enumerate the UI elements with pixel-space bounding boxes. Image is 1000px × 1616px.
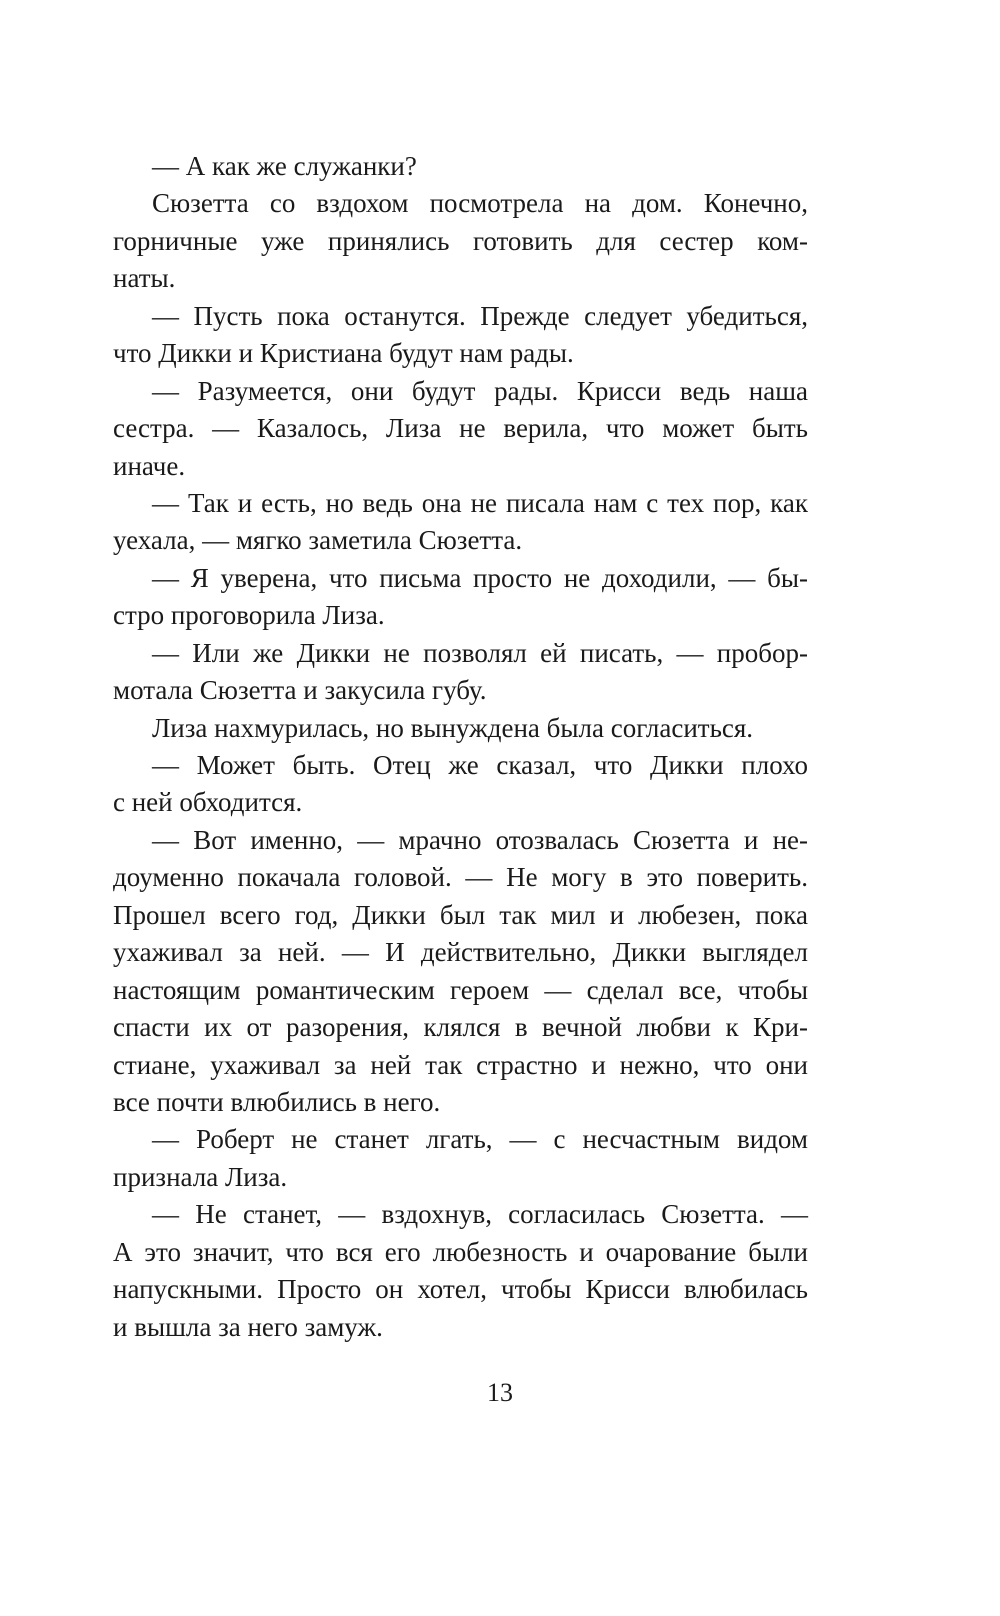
- text-line: горничные уже принялись готовить для сестер ком-: [113, 225, 808, 256]
- text-line: признала Лиза.: [113, 1161, 288, 1192]
- text-line: наты.: [113, 263, 176, 294]
- text-line: и вышла за него замуж.: [113, 1311, 383, 1342]
- text-line: — Может быть. Отец же сказал, что Дикки плохо: [152, 750, 808, 780]
- text-line: Прошел всего год, Дикки был так мил и любезен, пока: [113, 899, 808, 930]
- text-line: сестра. — Казалось, Лиза не верила, что может быть: [113, 413, 808, 444]
- text-line: доуменно покачала головой. — Не могу в это поверить.: [113, 862, 808, 893]
- text-line: что Дикки и Кристиана будут нам рады.: [113, 338, 574, 369]
- page-number: 13: [487, 1378, 513, 1407]
- text-line: — Так и есть, но ведь она не писала нам с тех пор, как: [152, 487, 808, 518]
- text-line: спасти их от разорения, клялся в вечной любви к Кри-: [113, 1012, 808, 1043]
- text-line: мотала Сюзетта и закусила губу.: [113, 675, 487, 706]
- text-line: Сюзетта со вздохом посмотрела на дом. Конечно,: [152, 188, 808, 219]
- text-line: — Вот именно, — мрачно отозвалась Сюзетта и не-: [152, 824, 808, 855]
- text-line: — А как же служанки?: [152, 151, 417, 181]
- text-line: уехала, — мягко заметила Сюзетта.: [113, 525, 523, 556]
- text-line: Лиза нахмурилась, но вынуждена была согласиться.: [152, 712, 754, 743]
- text-line: — Разумеется, они будут рады. Крисси ведь наша: [152, 375, 808, 406]
- text-line: ухаживал за ней. — И действительно, Дикки выглядел: [113, 937, 808, 968]
- text-line: — Я уверена, что письма просто не доходили, — бы-: [152, 562, 808, 593]
- text-line: иначе.: [113, 450, 186, 481]
- text-line: — Роберт не станет лгать, — с несчастным видом: [152, 1124, 808, 1155]
- text-line: — Или же Дикки не позволял ей писать, — пробор-: [152, 637, 808, 668]
- text-line: напускными. Просто он хотел, чтобы Крисси влюбилась: [113, 1274, 808, 1305]
- text-line: настоящим романтическим героем — сделал все, чтобы: [113, 974, 808, 1005]
- text-line: — Пусть пока останутся. Прежде следует убедиться,: [152, 300, 808, 331]
- text-line: стро проговорила Лиза.: [113, 600, 385, 631]
- text-line: все почти влюбились в него.: [113, 1086, 441, 1117]
- body-text: [113, 148, 808, 1346]
- text-line: — Не станет, — вздохнув, согласилась Сюзетта. —: [152, 1199, 808, 1230]
- text-line: с ней обходится.: [113, 787, 303, 818]
- text-line: стиане, ухаживал за ней так страстно и нежно, что они: [113, 1049, 808, 1080]
- text-line: А это значит, что вся его любезность и очарование были: [113, 1236, 808, 1267]
